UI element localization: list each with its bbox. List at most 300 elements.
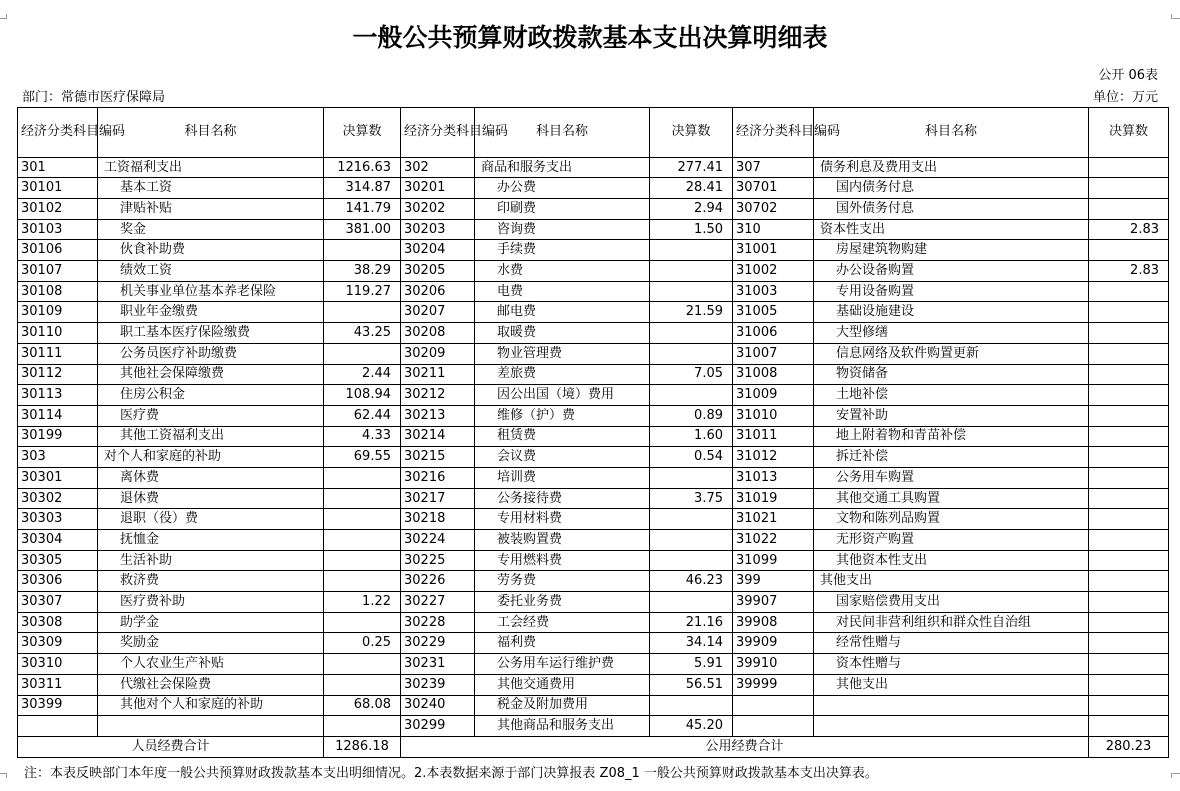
table-row (18, 592, 1169, 613)
code-cell: 30304 (18, 530, 98, 551)
table-row (18, 178, 1169, 199)
name-cell: 商品和服务支出 (475, 157, 650, 178)
amount-cell: 1216.63 (324, 157, 401, 178)
code-cell: 31012 (733, 447, 814, 468)
name-cell: 对个人和家庭的补助 (98, 447, 324, 468)
code-cell: 30199 (18, 426, 98, 447)
amount-cell (650, 385, 733, 406)
amount-cell: 4.33 (324, 426, 401, 447)
table-row (18, 261, 1169, 282)
table-row (18, 674, 1169, 695)
header-code-1: 经济分类科目编码 (18, 108, 98, 158)
code-cell: 30217 (401, 488, 475, 509)
name-cell: 国家赔偿费用支出 (814, 592, 1089, 613)
name-cell: 委托业务费 (475, 592, 650, 613)
amount-cell: 45.20 (650, 716, 733, 737)
code-cell: 30101 (18, 178, 98, 199)
name-cell: 公务用车购置 (814, 467, 1089, 488)
amount-cell (1089, 488, 1169, 509)
code-cell: 30214 (401, 426, 475, 447)
code-cell: 30109 (18, 302, 98, 323)
amount-cell (1089, 302, 1169, 323)
amount-cell (1089, 633, 1169, 654)
name-cell: 地上附着物和青苗补偿 (814, 426, 1089, 447)
table-row (18, 550, 1169, 571)
name-cell: 专用材料费 (475, 509, 650, 530)
name-cell: 因公出国（境）费用 (475, 385, 650, 406)
code-cell: 30207 (401, 302, 475, 323)
amount-cell: 2.44 (324, 364, 401, 385)
name-cell: 大型修缮 (814, 323, 1089, 344)
name-cell: 津贴补贴 (98, 199, 324, 220)
name-cell: 其他商品和服务支出 (475, 716, 650, 737)
code-cell: 30240 (401, 695, 475, 716)
header-name-2: 科目名称 (475, 108, 650, 158)
name-cell: 职工基本医疗保险缴费 (98, 323, 324, 344)
name-cell: 其他支出 (814, 571, 1089, 592)
code-cell: 30106 (18, 240, 98, 261)
amount-cell (1089, 240, 1169, 261)
code-cell: 30231 (401, 654, 475, 675)
code-cell: 30302 (18, 488, 98, 509)
code-cell: 31019 (733, 488, 814, 509)
amount-cell (1089, 550, 1169, 571)
name-cell: 电费 (475, 281, 650, 302)
amount-cell (1089, 199, 1169, 220)
amount-cell: 68.08 (324, 695, 401, 716)
table-code: 公开 06表 (1098, 68, 1158, 83)
unit-label: 单位：万元 (1092, 90, 1158, 105)
name-cell: 医疗费 (98, 405, 324, 426)
department-label: 部门：常德市医疗保障局 (22, 90, 166, 105)
code-cell: 39907 (733, 592, 814, 613)
code-cell (733, 716, 814, 737)
name-cell: 救济费 (98, 571, 324, 592)
name-cell: 助学金 (98, 612, 324, 633)
name-cell: 水费 (475, 261, 650, 282)
amount-cell: 38.29 (324, 261, 401, 282)
amount-cell (324, 343, 401, 364)
code-cell: 301 (18, 157, 98, 178)
code-cell: 30218 (401, 509, 475, 530)
name-cell: 办公设备购置 (814, 261, 1089, 282)
name-cell: 工会经费 (475, 612, 650, 633)
name-cell: 专用设备购置 (814, 281, 1089, 302)
amount-cell: 1.60 (650, 426, 733, 447)
amount-cell (650, 261, 733, 282)
table-row (18, 447, 1169, 468)
amount-cell (324, 716, 401, 737)
amount-cell (650, 695, 733, 716)
name-cell: 税金及附加费用 (475, 695, 650, 716)
name-cell: 物资储备 (814, 364, 1089, 385)
code-cell: 30202 (401, 199, 475, 220)
name-cell (814, 716, 1089, 737)
name-cell: 基本工资 (98, 178, 324, 199)
code-cell: 30111 (18, 343, 98, 364)
amount-cell (1089, 447, 1169, 468)
amount-cell: 28.41 (650, 178, 733, 199)
amount-cell: 314.87 (324, 178, 401, 199)
code-cell: 30224 (401, 530, 475, 551)
code-cell: 30229 (401, 633, 475, 654)
code-cell: 307 (733, 157, 814, 178)
code-cell: 31005 (733, 302, 814, 323)
name-cell: 其他对个人和家庭的补助 (98, 695, 324, 716)
code-cell: 30215 (401, 447, 475, 468)
amount-cell (324, 302, 401, 323)
name-cell: 专用燃料费 (475, 550, 650, 571)
name-cell: 维修（护）费 (475, 405, 650, 426)
amount-cell: 21.59 (650, 302, 733, 323)
name-cell: 生活补助 (98, 550, 324, 571)
amount-cell: 46.23 (650, 571, 733, 592)
name-cell: 职业年金缴费 (98, 302, 324, 323)
name-cell: 其他工资福利支出 (98, 426, 324, 447)
code-cell: 31001 (733, 240, 814, 261)
name-cell: 其他交通费用 (475, 674, 650, 695)
code-cell: 30226 (401, 571, 475, 592)
amount-cell (650, 509, 733, 530)
table-row (18, 633, 1169, 654)
amount-cell (324, 550, 401, 571)
table-row (18, 467, 1169, 488)
code-cell: 30209 (401, 343, 475, 364)
amount-cell: 2.83 (1089, 261, 1169, 282)
code-cell: 30201 (401, 178, 475, 199)
code-cell: 30311 (18, 674, 98, 695)
name-cell: 印刷费 (475, 199, 650, 220)
amount-cell: 141.79 (324, 199, 401, 220)
page-title: 一般公共预算财政拨款基本支出决算明细表 (352, 23, 828, 52)
name-cell: 无形资产购置 (814, 530, 1089, 551)
name-cell: 邮电费 (475, 302, 650, 323)
amount-cell (1089, 674, 1169, 695)
name-cell (814, 695, 1089, 716)
name-cell: 咨询费 (475, 219, 650, 240)
name-cell: 奖励金 (98, 633, 324, 654)
amount-cell: 2.83 (1089, 219, 1169, 240)
header-amount-2: 决算数 (650, 108, 733, 158)
footnote: 注：本表反映部门本年度一般公共预算财政拨款基本支出明细情况。2.本表数据来源于部门决算报表 Z08_1 一般公共预算财政拨款基本支出决算表。 (24, 766, 878, 781)
name-cell: 对民间非营利组织和群众性自治组 (814, 612, 1089, 633)
amount-cell (1089, 654, 1169, 675)
code-cell: 31013 (733, 467, 814, 488)
name-cell: 其他资本性支出 (814, 550, 1089, 571)
code-cell: 31021 (733, 509, 814, 530)
code-cell: 30108 (18, 281, 98, 302)
code-cell: 30103 (18, 219, 98, 240)
code-cell: 303 (18, 447, 98, 468)
expenditure-table (17, 107, 1169, 758)
code-cell: 30107 (18, 261, 98, 282)
name-cell: 其他社会保障缴费 (98, 364, 324, 385)
code-cell: 30399 (18, 695, 98, 716)
name-cell: 资本性赠与 (814, 654, 1089, 675)
amount-cell (324, 571, 401, 592)
code-cell: 30310 (18, 654, 98, 675)
name-cell: 拆迁补偿 (814, 447, 1089, 468)
code-cell: 30205 (401, 261, 475, 282)
code-cell: 30216 (401, 467, 475, 488)
code-cell: 30212 (401, 385, 475, 406)
name-cell (98, 716, 324, 737)
name-cell: 个人农业生产补贴 (98, 654, 324, 675)
name-cell: 医疗费补助 (98, 592, 324, 613)
header-name-1: 科目名称 (98, 108, 324, 158)
amount-cell (1089, 695, 1169, 716)
name-cell: 国外债务付息 (814, 199, 1089, 220)
name-cell: 取暖费 (475, 323, 650, 344)
table-row (18, 612, 1169, 633)
amount-cell: 108.94 (324, 385, 401, 406)
table-row (18, 530, 1169, 551)
amount-cell: 3.75 (650, 488, 733, 509)
code-cell: 30239 (401, 674, 475, 695)
amount-cell (1089, 157, 1169, 178)
totals-row (18, 737, 1169, 758)
amount-cell (1089, 716, 1169, 737)
corner-mark-bottom-left (0, 773, 7, 778)
amount-cell (1089, 385, 1169, 406)
amount-cell (324, 612, 401, 633)
code-cell: 30308 (18, 612, 98, 633)
amount-cell: 62.44 (324, 405, 401, 426)
table-row (18, 405, 1169, 426)
name-cell: 信息网络及软件购置更新 (814, 343, 1089, 364)
code-cell: 31022 (733, 530, 814, 551)
table-row (18, 426, 1169, 447)
table-row (18, 571, 1169, 592)
amount-cell (324, 530, 401, 551)
amount-cell: 7.05 (650, 364, 733, 385)
code-cell: 30204 (401, 240, 475, 261)
code-cell: 39909 (733, 633, 814, 654)
name-cell: 绩效工资 (98, 261, 324, 282)
amount-cell (1089, 364, 1169, 385)
code-cell: 30309 (18, 633, 98, 654)
code-cell: 30203 (401, 219, 475, 240)
name-cell: 被装购置费 (475, 530, 650, 551)
table-row (18, 385, 1169, 406)
amount-cell (324, 467, 401, 488)
amount-cell (650, 323, 733, 344)
amount-cell (650, 550, 733, 571)
amount-cell: 0.89 (650, 405, 733, 426)
amount-cell (324, 509, 401, 530)
amount-cell (1089, 323, 1169, 344)
table-row (18, 654, 1169, 675)
amount-cell (1089, 530, 1169, 551)
public-total-label: 公用经费合计 (401, 737, 1089, 758)
table-row (18, 323, 1169, 344)
name-cell: 房屋建筑物购建 (814, 240, 1089, 261)
amount-cell (1089, 467, 1169, 488)
header-amount-3: 决算数 (1089, 108, 1169, 158)
code-cell: 30701 (733, 178, 814, 199)
code-cell: 30305 (18, 550, 98, 571)
amount-cell: 0.54 (650, 447, 733, 468)
name-cell: 土地补偿 (814, 385, 1089, 406)
amount-cell: 5.91 (650, 654, 733, 675)
header-code-2: 经济分类科目编码 (401, 108, 475, 158)
code-cell: 30702 (733, 199, 814, 220)
code-cell: 30211 (401, 364, 475, 385)
amount-cell (650, 281, 733, 302)
amount-cell (1089, 509, 1169, 530)
code-cell: 30306 (18, 571, 98, 592)
amount-cell (650, 240, 733, 261)
amount-cell (324, 488, 401, 509)
name-cell: 其他交通工具购置 (814, 488, 1089, 509)
code-cell: 31099 (733, 550, 814, 571)
amount-cell (650, 592, 733, 613)
amount-cell (324, 240, 401, 261)
table-row (18, 240, 1169, 261)
amount-cell (650, 530, 733, 551)
code-cell: 30213 (401, 405, 475, 426)
name-cell: 办公费 (475, 178, 650, 199)
name-cell: 代缴社会保险费 (98, 674, 324, 695)
amount-cell: 1.50 (650, 219, 733, 240)
amount-cell (650, 467, 733, 488)
code-cell: 30299 (401, 716, 475, 737)
name-cell: 文物和陈列品购置 (814, 509, 1089, 530)
code-cell (733, 695, 814, 716)
code-cell: 31007 (733, 343, 814, 364)
amount-cell: 34.14 (650, 633, 733, 654)
amount-cell: 0.25 (324, 633, 401, 654)
personnel-total-value: 1286.18 (324, 737, 401, 758)
public-total-value: 280.23 (1089, 737, 1169, 758)
code-cell: 39910 (733, 654, 814, 675)
name-cell: 会议费 (475, 447, 650, 468)
code-cell: 30227 (401, 592, 475, 613)
name-cell: 基础设施建设 (814, 302, 1089, 323)
name-cell: 公务员医疗补助缴费 (98, 343, 324, 364)
amount-cell: 43.25 (324, 323, 401, 344)
name-cell: 差旅费 (475, 364, 650, 385)
code-cell: 30206 (401, 281, 475, 302)
code-cell: 30303 (18, 509, 98, 530)
code-cell: 30112 (18, 364, 98, 385)
code-cell: 31006 (733, 323, 814, 344)
table-row (18, 281, 1169, 302)
name-cell: 退休费 (98, 488, 324, 509)
code-cell: 31008 (733, 364, 814, 385)
table-row (18, 219, 1169, 240)
header-code-3: 经济分类科目编码 (733, 108, 814, 158)
name-cell: 物业管理费 (475, 343, 650, 364)
amount-cell (1089, 612, 1169, 633)
table-row (18, 157, 1169, 178)
name-cell: 安置补助 (814, 405, 1089, 426)
code-cell: 31003 (733, 281, 814, 302)
code-cell: 31011 (733, 426, 814, 447)
personnel-total-label: 人员经费合计 (18, 737, 324, 758)
name-cell: 经常性赠与 (814, 633, 1089, 654)
amount-cell (1089, 571, 1169, 592)
code-cell (18, 716, 98, 737)
code-cell: 31010 (733, 405, 814, 426)
code-cell: 30307 (18, 592, 98, 613)
name-cell: 国内债务付息 (814, 178, 1089, 199)
amount-cell (1089, 178, 1169, 199)
amount-cell (1089, 592, 1169, 613)
name-cell: 培训费 (475, 467, 650, 488)
table-row (18, 199, 1169, 220)
name-cell: 劳务费 (475, 571, 650, 592)
code-cell: 310 (733, 219, 814, 240)
amount-cell (1089, 281, 1169, 302)
corner-mark-bottom-right (1171, 773, 1180, 778)
amount-cell: 56.51 (650, 674, 733, 695)
name-cell: 公务接待费 (475, 488, 650, 509)
name-cell: 债务利息及费用支出 (814, 157, 1089, 178)
amount-cell: 2.94 (650, 199, 733, 220)
amount-cell: 69.55 (324, 447, 401, 468)
name-cell: 福利费 (475, 633, 650, 654)
code-cell: 30113 (18, 385, 98, 406)
table-row (18, 488, 1169, 509)
code-cell: 31009 (733, 385, 814, 406)
amount-cell (1089, 426, 1169, 447)
code-cell: 30208 (401, 323, 475, 344)
name-cell: 资本性支出 (814, 219, 1089, 240)
name-cell: 退职（役）费 (98, 509, 324, 530)
amount-cell (324, 654, 401, 675)
code-cell: 30110 (18, 323, 98, 344)
name-cell: 机关事业单位基本养老保险 (98, 281, 324, 302)
amount-cell: 21.16 (650, 612, 733, 633)
amount-cell: 1.22 (324, 592, 401, 613)
name-cell: 住房公积金 (98, 385, 324, 406)
name-cell: 抚恤金 (98, 530, 324, 551)
name-cell: 工资福利支出 (98, 157, 324, 178)
name-cell: 其他支出 (814, 674, 1089, 695)
code-cell: 30225 (401, 550, 475, 571)
code-cell: 30301 (18, 467, 98, 488)
code-cell: 39908 (733, 612, 814, 633)
code-cell: 30114 (18, 405, 98, 426)
name-cell: 伙食补助费 (98, 240, 324, 261)
table-row (18, 343, 1169, 364)
header-row (18, 108, 1169, 158)
header-name-3: 科目名称 (814, 108, 1089, 158)
table-row (18, 509, 1169, 530)
amount-cell (1089, 343, 1169, 364)
table-row (18, 364, 1169, 385)
code-cell: 30102 (18, 199, 98, 220)
table-row (18, 695, 1169, 716)
code-cell: 39999 (733, 674, 814, 695)
name-cell: 公务用车运行维护费 (475, 654, 650, 675)
code-cell: 302 (401, 157, 475, 178)
amount-cell (1089, 405, 1169, 426)
code-cell: 31002 (733, 261, 814, 282)
amount-cell (650, 343, 733, 364)
name-cell: 手续费 (475, 240, 650, 261)
amount-cell: 119.27 (324, 281, 401, 302)
name-cell: 奖金 (98, 219, 324, 240)
amount-cell: 277.41 (650, 157, 733, 178)
name-cell: 离休费 (98, 467, 324, 488)
amount-cell: 381.00 (324, 219, 401, 240)
table-row (18, 716, 1169, 737)
name-cell: 租赁费 (475, 426, 650, 447)
code-cell: 30228 (401, 612, 475, 633)
header-amount-1: 决算数 (324, 108, 401, 158)
